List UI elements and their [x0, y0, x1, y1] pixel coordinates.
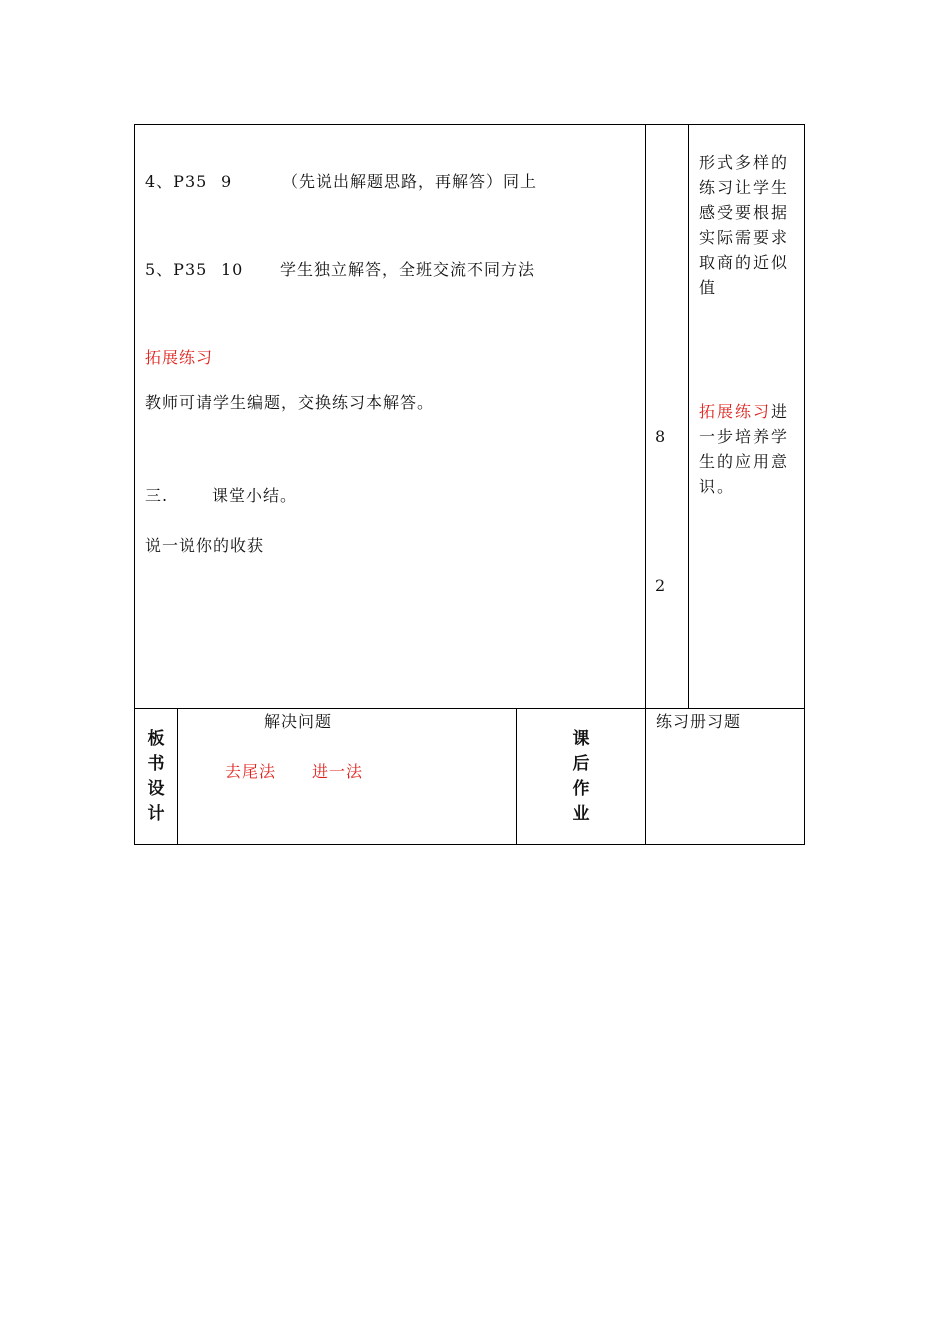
design-note-2-text: 进一步培养学生的应用意识。	[699, 402, 790, 496]
design-note-1: 形式多样的练习让学生感受要根据实际需要求取商的近似值	[699, 153, 790, 297]
item4-exercise: 9	[221, 172, 233, 191]
design-note-2	[699, 399, 799, 499]
time-value-2: 2	[655, 576, 667, 595]
col-divider-time	[688, 124, 689, 708]
item5-exercise: 10	[221, 260, 244, 279]
time-value-1: 8	[655, 427, 667, 446]
homework-label: 课后作业	[572, 729, 590, 824]
summary-number: 三.	[145, 486, 169, 505]
design-note-2-highlight: 拓展练习	[699, 402, 772, 421]
board-method-1: 去尾法	[225, 762, 277, 781]
extension-heading: 拓展练习	[145, 348, 214, 367]
item5-description: 学生独立解答，全班交流不同方法	[280, 260, 536, 279]
row-divider	[134, 708, 805, 709]
col-divider-process	[645, 124, 646, 845]
item4-number: 4、P35	[145, 172, 208, 191]
item5-number: 5、P35	[145, 260, 208, 279]
summary-text: 说一说你的收获	[145, 536, 265, 555]
summary-title: 课堂小结。	[212, 486, 298, 505]
homework-content: 练习册习题	[656, 712, 742, 731]
board-method-2: 进一法	[312, 762, 364, 781]
board-design-label: 板书设计	[147, 729, 165, 824]
col-divider-board-label	[177, 708, 178, 845]
extension-text: 教师可请学生编题，交换练习本解答。	[145, 393, 435, 412]
col-divider-homework-label	[516, 708, 517, 845]
item4-description: （先说出解题思路，再解答）同上	[282, 172, 538, 191]
board-title: 解决问题	[264, 712, 333, 731]
